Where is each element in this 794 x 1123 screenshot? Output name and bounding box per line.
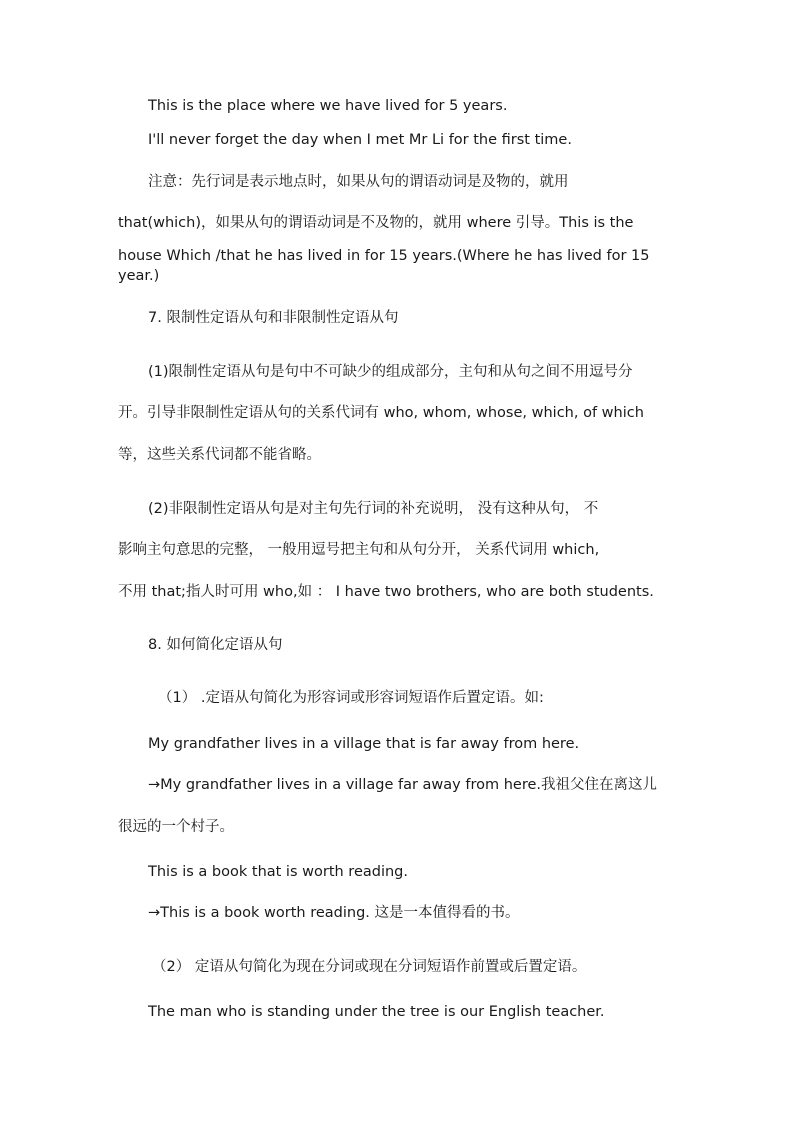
- example-grandfather-1: My grandfather lives in a village that is far away from here.: [148, 736, 580, 752]
- nonrestrictive-clause-line-1: (2)非限制性定语从句是对主句先行词的补充说明， 没有这种从句， 不: [148, 501, 599, 517]
- nonrestrictive-clause-line-3: 不用 that;指人时可用 who,如 ： I have two brothers, who are both students.: [118, 584, 654, 600]
- example-grandfather-3: 很远的一个村子。: [118, 819, 234, 835]
- restrictive-clause-line-3: 等，这些关系代词都不能省略。: [118, 447, 321, 463]
- restrictive-clause-line-1: (1)限制性定语从句是句中不可缺少的组成部分，主句和从句之间不用逗号分: [148, 364, 633, 380]
- note-line-2: that(which)，如果从句的谓语动词是不及物的，就用 where 引导。This is the: [118, 215, 634, 231]
- example-sentence-day: I'll never forget the day when I met Mr Li for the first time.: [148, 132, 572, 148]
- restrictive-clause-line-2: 开。引导非限制性定语从句的关系代词有 who, whom, whose, which, of which: [118, 405, 644, 421]
- example-grandfather-2: →My grandfather lives in a village far away from here.我祖父住在离这儿: [148, 777, 658, 793]
- section-7-heading: 7. 限制性定语从句和非限制性定语从句: [148, 310, 399, 326]
- note-line-3: house Which /that he has lived in for 15 years.(Where he has lived for 15: [118, 248, 650, 264]
- section-8-heading: 8. 如何简化定语从句: [148, 637, 283, 653]
- example-sentence-place: This is the place where we have lived for 5 years.: [148, 98, 508, 114]
- example-man-tree: The man who is standing under the tree is our English teacher.: [148, 1004, 605, 1020]
- example-book-1: This is a book that is worth reading.: [148, 864, 408, 880]
- simplify-rule-1: （1） .定语从句简化为形容词或形容词短语作后置定语。如:: [158, 690, 544, 706]
- note-line-1: 注意：先行词是表示地点时，如果从句的谓语动词是及物的，就用: [148, 174, 569, 190]
- nonrestrictive-clause-line-2: 影响主句意思的完整， 一般用逗号把主句和从句分开， 关系代词用 which,: [118, 542, 600, 558]
- note-line-4: year.): [118, 268, 160, 284]
- simplify-rule-2: （2） 定语从句简化为现在分词或现在分词短语作前置或后置定语。: [152, 959, 587, 975]
- example-book-2: →This is a book worth reading. 这是一本值得看的书。: [148, 905, 520, 921]
